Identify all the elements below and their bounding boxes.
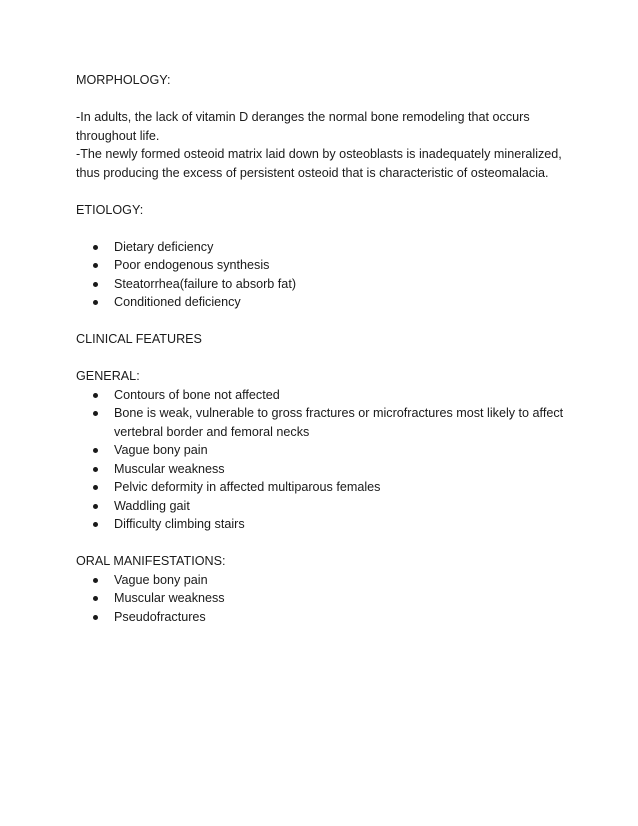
bullet-icon: [93, 263, 98, 268]
list-item-text: Muscular weakness: [114, 461, 225, 476]
list-item: [76, 386, 576, 405]
list-item-text: Pelvic deformity in affected multiparous females: [114, 480, 381, 494]
list-item: [76, 515, 576, 534]
bullet-icon: [93, 393, 98, 398]
list-item: [76, 497, 576, 516]
list-item-text: Difficulty climbing stairs: [114, 517, 245, 531]
list-item: [76, 404, 576, 441]
bullet-icon: [93, 504, 98, 509]
etiology-heading: ETIOLOGY:: [76, 202, 144, 217]
bullet-icon: [93, 448, 98, 453]
list-item-text: Waddling gait: [114, 498, 190, 513]
oral-list: [76, 571, 576, 627]
list-item: [76, 441, 576, 460]
general-heading: GENERAL:: [76, 369, 140, 383]
bullet-icon: [93, 411, 98, 416]
list-item-text: Poor endogenous synthesis: [114, 258, 270, 272]
oral-manifestations-heading: ORAL MANIFESTATIONS:: [76, 554, 226, 568]
bullet-icon: [93, 522, 98, 527]
bullet-icon: [93, 615, 98, 620]
list-item-text: Vague bony pain: [114, 443, 208, 457]
list-item: [76, 478, 576, 497]
list-item-text: Muscular weakness: [114, 591, 225, 605]
list-item: [76, 256, 576, 275]
list-item-text: Contours of bone not affected: [114, 387, 280, 402]
bullet-icon: [93, 282, 98, 287]
bullet-icon: [93, 245, 98, 250]
morphology-heading: MORPHOLOGY:: [76, 73, 171, 87]
list-item-text: Vague bony pain: [114, 572, 208, 587]
list-item-text: Bone is weak, vulnerable to gross fractures or microfractures most likely to affect vertebral border and femoral necks: [114, 406, 564, 439]
list-item-text: Pseudofractures: [114, 609, 206, 624]
etiology-list: [76, 238, 576, 312]
list-item: [76, 571, 576, 590]
list-item-text: Conditioned deficiency: [114, 295, 241, 309]
bullet-icon: [93, 467, 98, 472]
bullet-icon: [93, 596, 98, 601]
list-item: [76, 293, 576, 312]
document-page: [76, 71, 576, 626]
list-item: [76, 275, 576, 294]
list-item-text: Dietary deficiency: [114, 239, 214, 254]
bullet-icon: [93, 300, 98, 305]
bullet-icon: [93, 578, 98, 583]
bullet-icon: [93, 485, 98, 490]
clinical-features-heading: CLINICAL FEATURES: [76, 332, 202, 346]
general-list: [76, 386, 576, 534]
list-item: [76, 238, 576, 257]
list-item: [76, 589, 576, 608]
morphology-paragraph-2: -The newly formed osteoid matrix laid down by osteoblasts is inadequately mineralized, thus producing the excess of persistent osteoid that is characteristic of osteomalacia.: [76, 147, 562, 180]
list-item: [76, 460, 576, 479]
morphology-paragraph-1: -In adults, the lack of vitamin D deranges the normal bone remodeling that occurs throughout life.: [76, 110, 530, 143]
list-item: [76, 608, 576, 627]
list-item-text: Steatorrhea(failure to absorb fat): [114, 276, 297, 291]
